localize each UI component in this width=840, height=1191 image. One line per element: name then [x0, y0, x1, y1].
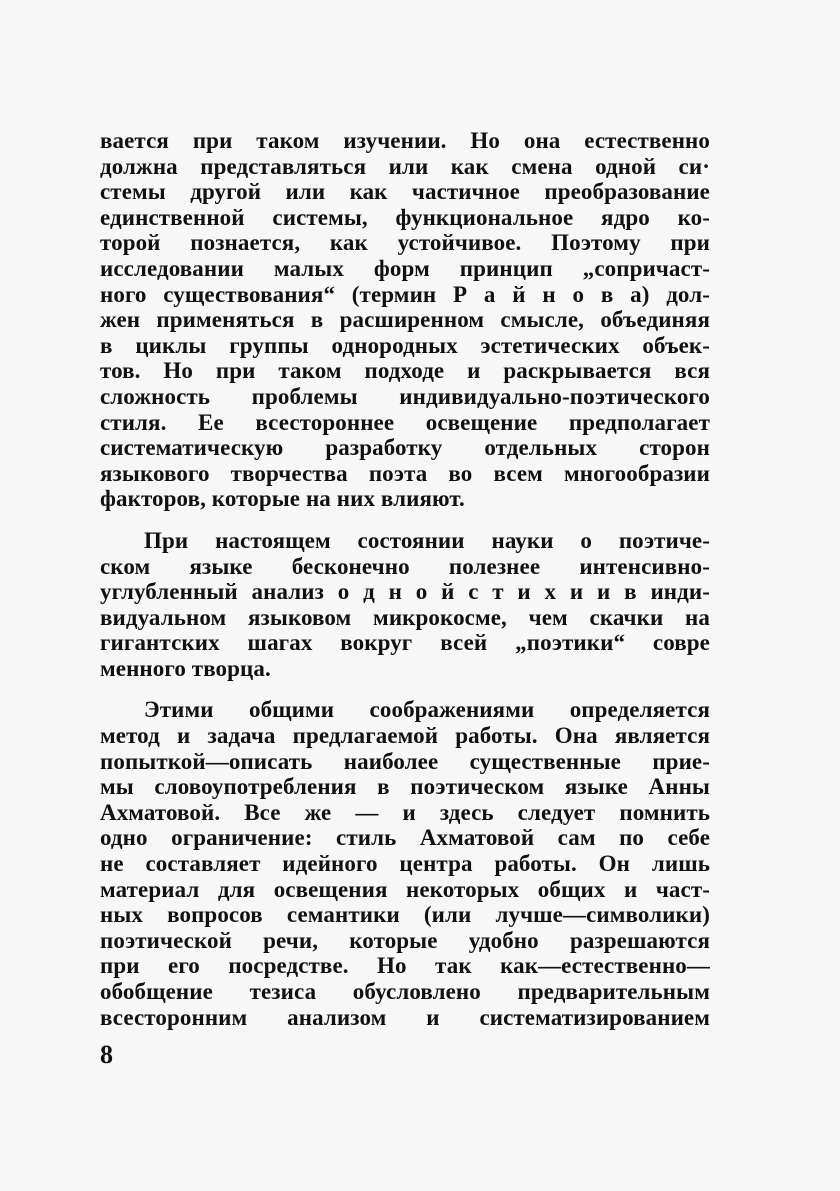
paragraph	[100, 528, 710, 682]
paragraph-gap	[100, 512, 710, 528]
text-line: не составляет идейного центра работы. Он лишь	[100, 851, 710, 877]
text-line: в циклы группы однородных эстетических объек-	[100, 332, 710, 358]
text-line: поэтической речи, которые удобно разрешаются	[100, 927, 710, 953]
text-line: Этими общими соображениями определяется	[144, 697, 710, 723]
text-line: При настоящем состоянии науки о поэтиче-	[144, 527, 710, 553]
text-line: жен применяться в расширенном смысле, объединяя	[100, 307, 710, 333]
text-line: ском языке бесконечно полезнее интенсивно-	[100, 553, 710, 579]
paragraph-gap	[100, 681, 710, 697]
text-line: мы словоупотребления в поэтическом языке Анны	[100, 774, 710, 800]
paragraph	[100, 128, 710, 512]
text-line: факторов, которые на них влияют.	[100, 486, 465, 512]
text-line: ного существования“ (термин Р а й н о в а) дол-	[100, 281, 710, 307]
text-line: должна представляться или как смена одной си·	[100, 153, 710, 179]
text-line: видуальном языковом микрокосме, чем скачки на	[100, 604, 710, 630]
text-line: одно ограничение: стиль Ахматовой сам по себе	[100, 825, 710, 851]
text-line: стиля. Ее всестороннее освещение предполагает	[100, 409, 710, 435]
text-line: Ахматовой. Все же — и здесь следует помнить	[100, 799, 710, 825]
text-line: попыткой—описать наиболее существенные прие-	[100, 748, 710, 774]
text-line: менного творца.	[100, 655, 271, 681]
text-line: торой познается, как устойчивое. Поэтому при	[100, 230, 710, 256]
body-text	[100, 128, 710, 1030]
text-line: ных вопросов семантики (или лучше—символики)	[100, 902, 710, 928]
text-line: всесторонним анализом и систематизированием	[100, 1004, 710, 1030]
text-line: сложность проблемы индивидуально-поэтического	[100, 383, 710, 409]
page-number: 8	[100, 1040, 113, 1069]
text-line: языкового творчества поэта во всем многообразии	[100, 460, 710, 486]
text-line: единственной системы, функциональное ядро ко-	[100, 204, 710, 230]
text-line: систематическую разработку отдельных сторон	[100, 435, 710, 461]
text-line: гигантских шагах вокруг всей „поэтики“ совре	[100, 630, 710, 656]
text-line: вается при таком изучении. Но она естественно	[100, 128, 710, 153]
text-line: обобщение тезиса обусловлено предварительным	[100, 979, 710, 1004]
text-line: материал для освещения некоторых общих и част-	[100, 876, 710, 902]
text-line: метод и задача предлагаемой работы. Она является	[100, 723, 710, 749]
text-line: при его посредстве. Но так как—естественно—	[100, 953, 710, 979]
text-line: тов. Но при таком подходе и раскрывается вся	[100, 358, 710, 384]
text-line: исследовании малых форм принцип „сопричаст-	[100, 255, 710, 281]
text-line: углубленный анализ о д н о й с т и х и и в инди-	[100, 579, 710, 605]
paragraph	[100, 697, 710, 1030]
text-line: стемы другой или как частичное преобразование	[100, 179, 710, 205]
